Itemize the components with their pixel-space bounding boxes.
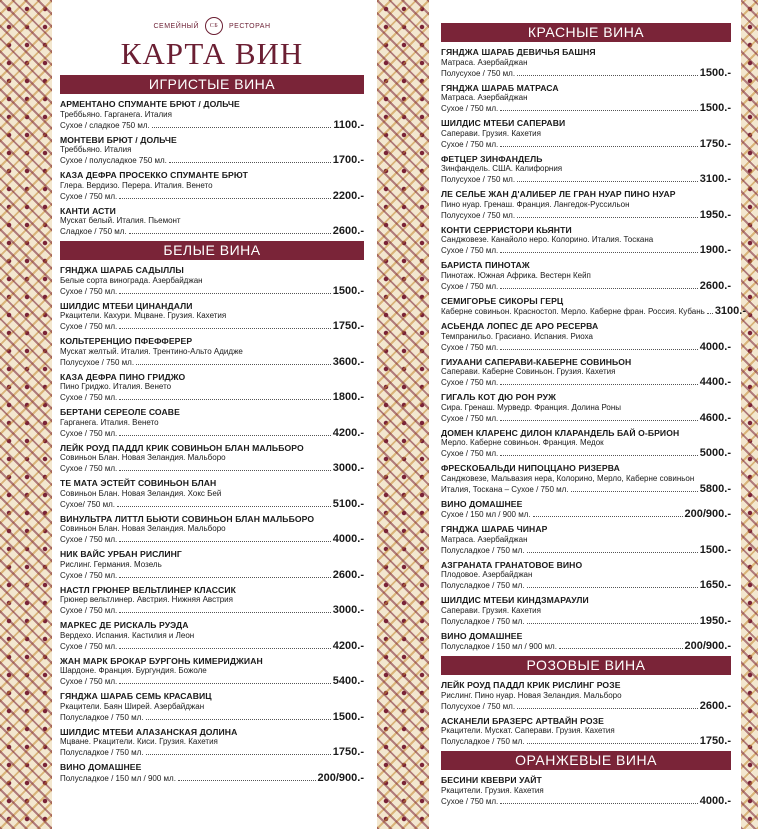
price-row — [60, 712, 364, 723]
wine-name: АСЬЕНДА ЛОПЕС ДЕ АРО РЕСЕРВА — [441, 321, 599, 331]
dotted-leader — [119, 198, 331, 199]
dotted-leader — [527, 587, 698, 588]
wine-name: ВИНО ДОМАШНЕЕ — [60, 762, 142, 772]
price-row — [441, 68, 731, 79]
wine-name: ГИГАЛЬ КОТ ДЮ РОН РУЖ — [441, 392, 556, 402]
price-row — [60, 155, 364, 166]
price-row — [441, 796, 731, 807]
wine-serving: Сухое/ 750 мл. — [60, 499, 115, 509]
wine-name: ГЯНДЖА ШАРАБ ДЕВИЧЬЯ БАШНЯ — [441, 47, 596, 57]
wine-name: АРМЕНТАНО СПУМАНТЕ БРЮТ / ДОЛЬЧЕ — [60, 99, 240, 109]
wine-price: 5800.- — [699, 482, 731, 495]
wine-description: Рислинг. Германия. Мозель — [60, 559, 162, 569]
price-row — [441, 484, 731, 495]
wine-name: НИК ВАЙС УРБАН РИСЛИНГ — [60, 549, 182, 559]
brand-row — [60, 0, 364, 35]
wine-name: ЛЕ СЕЛЬЕ ЖАН Д'АЛИБЕР ЛЕ ГРАН НУАР ПИНО НУАР — [441, 189, 676, 199]
wine-name: ЛЕЙК РОУД ПАДДЛ КРИК СОВИНЬОН БЛАН МАЛЬБОРО — [60, 442, 304, 453]
price-row — [441, 509, 731, 520]
wine-serving: Полусладкое / 750 мл. — [60, 712, 144, 722]
wine-item — [441, 716, 731, 748]
wine-serving: Сухое / 750 мл. — [441, 104, 499, 113]
wine-price: 1900.- — [699, 244, 731, 256]
wine-name: ТЕ МАТА ЭСТЕЙТ СОВИНЬОН БЛАН — [60, 478, 217, 488]
price-row — [60, 773, 364, 784]
wine-name: ВИНО ДОМАШНЕЕ — [441, 630, 523, 641]
wine-price: 1100.- — [333, 118, 364, 131]
wine-description: Ркацители. Баян Ширей. Азербайджан — [60, 701, 205, 711]
price-row — [441, 139, 731, 150]
wine-price: 3100.- — [699, 173, 731, 185]
wine-item — [441, 260, 731, 292]
wine-description: Треббьяно. Гарганега. Италия — [60, 109, 172, 119]
wine-item — [60, 206, 364, 238]
wine-serving: Сухое / 750 мл. — [441, 139, 499, 149]
price-row — [60, 392, 364, 403]
wine-price: 5100.- — [332, 497, 364, 510]
wine-serving: Сухое / 750 мл. — [60, 677, 118, 686]
dotted-leader — [559, 648, 683, 649]
wine-name: КОЛЬТЕРЕНЦИО ПФЕФФЕРЕР — [60, 336, 193, 346]
price-row — [441, 413, 731, 424]
dotted-leader — [119, 293, 331, 294]
wine-name: ШИЛДИС МТЕБИ АЛАЗАНСКАЯ ДОЛИНА — [60, 726, 238, 737]
dotted-leader — [527, 552, 698, 553]
wine-serving: Сухое / 750 мл. — [441, 413, 499, 423]
wine-serving: Полусладкое / 150 мл / 900 мл. — [60, 773, 176, 783]
menu-column-right — [441, 0, 747, 811]
dotted-leader — [517, 181, 698, 182]
wine-price: 4000.- — [699, 794, 731, 807]
wine-item — [60, 336, 364, 368]
wine-serving: Сухое / 750 мл. — [60, 191, 118, 201]
wine-item — [441, 321, 731, 353]
wine-serving: Сухое / 750 мл. — [60, 570, 118, 580]
wine-serving: Полусладкое / 150 мл / 900 мл. — [441, 642, 557, 651]
wine-item — [441, 680, 731, 712]
wine-item — [60, 478, 364, 510]
dotted-leader — [571, 491, 698, 492]
wine-description: Санджовезе, Мальвазия нера, Колорино, Мерло, Каберне совиньон — [441, 473, 695, 483]
wine-serving: Полусухое / 750 мл. — [441, 68, 516, 78]
wine-serving: Сухое / 750 мл. — [60, 535, 118, 544]
price-row — [60, 226, 364, 237]
ornament-border-middle — [377, 0, 429, 829]
section-title: ОРАНЖЕВЫЕ ВИНА — [441, 751, 731, 770]
dotted-leader — [146, 719, 331, 720]
wine-name: КОНТИ СЕРРИСТОРИ КЬЯНТИ — [441, 224, 572, 235]
wine-item — [60, 656, 364, 688]
wine-description: Вердехо. Испания. Кастилия и Леон — [60, 630, 195, 640]
dotted-leader — [500, 146, 698, 147]
wine-serving: Сухое / 750 мл. — [441, 378, 499, 387]
dotted-leader — [500, 420, 698, 421]
wine-description: Санджовезе. Канайоло неро. Колорино. Италия. Тоскана — [441, 235, 654, 244]
wine-item — [441, 631, 731, 653]
wine-serving: Сухое / 150 мл / 900 мл. — [441, 510, 531, 519]
wine-name: ВИНУЛЬТРА ЛИТТЛ БЬЮТИ СОВИНЬОН БЛАН МАЛЬБОРО — [60, 513, 315, 524]
wine-serving: Сухое / 750 мл. — [441, 796, 499, 806]
dotted-leader — [500, 288, 698, 289]
wine-item — [60, 170, 364, 202]
wine-price: 1500.- — [332, 284, 364, 297]
dotted-leader — [146, 754, 331, 755]
price-row — [441, 305, 747, 317]
wine-price: 1500.- — [699, 543, 731, 556]
wine-name: АЗГРАНАТА ГРАНАТОВОЕ ВИНО — [441, 559, 583, 570]
wine-item — [441, 775, 731, 807]
dotted-leader — [119, 612, 331, 613]
wine-description: Сира. Гренаш. Мурведр. Франция. Долина Роны — [441, 402, 622, 412]
dotted-leader — [129, 233, 331, 234]
dotted-leader — [119, 470, 331, 471]
wine-description: Саперави. Грузия. Кахетия — [441, 128, 541, 138]
wine-name: МОНТЕВИ БРЮТ / ДОЛЬЧЕ — [60, 134, 177, 145]
wine-name: ЖАН МАРК БРОКАР БУРГОНЬ КИМЕРИДЖИАН — [60, 655, 263, 666]
wine-serving: Сухое / 750 мл. — [60, 393, 118, 402]
wine-description: Шардоне. Франция. Бургундия. Божоле — [60, 666, 207, 675]
wine-price: 1750.- — [699, 735, 731, 747]
wine-description: Ркацители. Мускат. Саперави. Грузия. Кахетия — [441, 726, 615, 735]
wine-item — [60, 585, 364, 617]
price-row — [60, 605, 364, 616]
wine-description: Совиньон Блан. Новая Зеландия. Мальборо — [60, 453, 226, 462]
wine-item — [441, 463, 731, 495]
wine-name: ГЯНДЖА ШАРАБ СЕМЬ КРАСАВИЦ — [60, 691, 212, 701]
wine-item — [60, 135, 364, 167]
dotted-leader — [500, 384, 698, 385]
wine-serving: Сухое / 750 мл. — [60, 428, 118, 438]
wine-price: 200/900.- — [684, 640, 731, 652]
price-row — [60, 499, 364, 510]
wine-item — [441, 189, 731, 221]
wine-price: 1800.- — [332, 391, 364, 403]
wine-description: Саперави. Грузия. Кахетия — [441, 605, 541, 615]
price-row — [441, 103, 731, 114]
wine-item — [60, 549, 364, 581]
wine-price: 2600.- — [332, 225, 364, 237]
price-row — [441, 701, 731, 712]
wine-item — [441, 118, 731, 150]
wine-item — [441, 225, 731, 257]
brand-right-text: РЕСТОРАН — [229, 22, 271, 30]
wine-item — [60, 443, 364, 475]
dotted-leader — [119, 648, 331, 649]
wine-price: 200/900.- — [684, 508, 731, 520]
dotted-leader — [119, 435, 331, 436]
menu-title: КАРТА ВИН — [120, 36, 304, 71]
wine-description: Ркацители. Кахури. Мцване. Грузия. Кахетия — [60, 311, 227, 320]
wine-name: НАСТЛ ГРЮНЕР ВЕЛЬТЛИНЕР КЛАССИК — [60, 584, 236, 595]
wine-price: 2600.- — [332, 568, 364, 581]
section-orange-wines — [441, 751, 731, 807]
wine-serving: Каберне совиньон. Красностоп. Мерло. Каберне фран. Россия. Кубань — [441, 307, 705, 316]
wine-price: 5400.- — [332, 675, 364, 687]
wine-price: 1500.- — [699, 66, 731, 79]
wine-name: ШИЛДИС МТЕБИ ЦИНАНДАЛИ — [60, 300, 193, 311]
dotted-leader — [119, 399, 331, 400]
wine-name: ФРЕСКОБАЛЬДИ НИПОЦЦАНО РИЗЕРВА — [441, 463, 620, 473]
wine-name: КАЗА ДЕФРА ПИНО ГРИДЖО — [60, 371, 186, 382]
wine-serving: Сухое / 750 мл. — [441, 342, 499, 352]
wine-item — [441, 428, 731, 460]
wine-name: ДОМЕН КЛАРЕНС ДИЛОН КЛАРАНДЕЛЬ БАЙ О-БРИОН — [441, 427, 680, 438]
wine-name: БЕРТАНИ СЕРЕОЛЕ СОАВЕ — [60, 407, 180, 417]
wine-serving: Сухое / 750 мл. — [60, 464, 118, 473]
wine-serving: Сухое / 750 мл. — [441, 281, 499, 291]
wine-description: Матраса. Азербайджан — [441, 534, 528, 544]
wine-serving: Сухое / 750 мл. — [60, 322, 118, 331]
wine-name: ФЕТЦЕР ЗИНФАНДЕЛЬ — [441, 153, 543, 164]
price-row — [441, 641, 731, 652]
price-row — [441, 342, 731, 353]
wine-description: Матраса. Азербайджан — [441, 93, 528, 102]
wine-description: Гарганега. Италия. Венето — [60, 417, 159, 427]
wine-price: 2600.- — [699, 699, 731, 712]
price-row — [441, 616, 731, 627]
price-row — [60, 191, 364, 202]
price-row — [60, 463, 364, 474]
wine-item — [441, 595, 731, 627]
dotted-leader — [119, 683, 331, 684]
price-row — [60, 534, 364, 545]
dotted-leader — [500, 455, 698, 456]
dotted-leader — [152, 127, 332, 128]
wine-serving: Сладкое / 750 мл. — [60, 227, 127, 236]
wine-serving: Полусухое / 750 мл. — [441, 175, 516, 184]
dotted-leader — [169, 162, 331, 163]
wine-name: АСКАНЕЛИ БРАЗЕРС АРТВАЙН РОЗЕ — [441, 715, 604, 726]
wine-item — [60, 762, 364, 784]
price-row — [60, 570, 364, 581]
wine-name: ШИЛДИС МТЕБИ КИНДЗМАРАУЛИ — [441, 595, 589, 605]
wine-name: МАРКЕС ДЕ РИСКАЛЬ РУЭДА — [60, 620, 189, 630]
wine-name: ГЯНДЖА ШАРАБ САДЫЛЛЫ — [60, 265, 184, 275]
wine-serving: Сухое / 750 мл. — [60, 606, 118, 615]
wine-description: Мцване. Ркацители. Киси. Грузия. Кахетия — [60, 737, 218, 746]
ornament-border-left — [0, 0, 52, 829]
section-title: РОЗОВЫЕ ВИНА — [441, 656, 731, 675]
restaurant-logo-icon: СБ — [205, 17, 223, 35]
wine-price: 2600.- — [699, 279, 731, 292]
wine-item — [60, 372, 364, 404]
wine-name: ЛЕЙК РОУД ПАДДЛ КРИК РИСЛИНГ РОЗЕ — [441, 680, 621, 690]
wine-serving: Сухое / 750 мл. — [441, 449, 499, 458]
wine-serving: Полусладкое / 750 мл. — [441, 581, 525, 590]
wine-price: 1500.- — [332, 710, 364, 723]
price-row — [441, 245, 731, 256]
section-title: ИГРИСТЫЕ ВИНА — [60, 75, 364, 94]
price-row — [60, 747, 364, 758]
wine-serving: Полусладкое / 750 мл. — [441, 545, 525, 555]
wine-serving: Полусладкое / 750 мл. — [60, 748, 144, 757]
section-title: БЕЛЫЕ ВИНА — [60, 241, 364, 260]
wine-item — [441, 560, 731, 592]
section-red-wines — [441, 23, 747, 652]
price-row — [441, 545, 731, 556]
wine-description: Саперави. Каберне Совиньон. Грузия. Кахетия — [441, 367, 616, 376]
wine-item — [60, 514, 364, 546]
wine-price: 1700.- — [332, 154, 364, 166]
price-row — [441, 580, 731, 591]
wine-description: Пино Гриджо. Италия. Венето — [60, 382, 172, 391]
dotted-leader — [117, 506, 331, 507]
section-title: КРАСНЫЕ ВИНА — [441, 23, 731, 42]
wine-price: 1950.- — [699, 208, 731, 221]
wine-description: Пино нуар. Гренаш. Франция. Лангедок-Руссильон — [441, 199, 630, 209]
wine-description: Грюнер вельтлинер. Австрия. Нижняя Австрия — [60, 595, 233, 604]
wine-price: 200/900.- — [317, 771, 364, 784]
wine-item — [441, 83, 731, 115]
price-row — [60, 428, 364, 439]
wine-serving: Италия, Тоскана – Сухое / 750 мл. — [441, 484, 569, 494]
wine-item — [441, 499, 731, 521]
wine-description: Пинотаж. Южная Африка. Вестерн Кейп — [441, 270, 591, 280]
wine-name: КАНТИ АСТИ — [60, 205, 116, 216]
dotted-leader — [517, 75, 698, 76]
dotted-leader — [500, 252, 698, 253]
wine-description: Плодовое. Азербайджан — [441, 570, 533, 579]
dotted-leader — [500, 110, 698, 111]
price-row — [441, 281, 731, 292]
wine-item — [441, 295, 747, 318]
dotted-leader — [500, 349, 698, 350]
wine-price: 3000.- — [332, 462, 364, 474]
dotted-leader — [517, 708, 698, 709]
dotted-leader — [517, 217, 698, 218]
wine-name: КАЗА ДЕФРА ПРОСЕККО СПУМАНТЕ БРЮТ — [60, 170, 248, 180]
wine-serving: Сухое / 750 мл. — [60, 641, 118, 651]
price-row — [60, 120, 364, 131]
wine-item — [441, 392, 731, 424]
wine-description: Темпранильо. Грасиано. Испания. Риоха — [441, 331, 593, 341]
dotted-leader — [527, 623, 698, 624]
wine-price: 4200.- — [332, 639, 364, 652]
wine-description: Ркацители. Грузия. Кахетия — [441, 785, 544, 795]
wine-serving: Полусладкое / 750 мл. — [441, 737, 525, 746]
section-white-wines — [60, 241, 364, 784]
price-row — [60, 321, 364, 332]
wine-price: 1650.- — [699, 579, 731, 591]
wine-description: Белые сорта винограда. Азербайджан — [60, 275, 203, 285]
dotted-leader — [119, 328, 331, 329]
wine-serving: Сухое / 750 мл. — [441, 246, 499, 255]
price-row — [60, 357, 364, 368]
dotted-leader — [527, 743, 698, 744]
wine-name: ШИЛДИС МТЕБИ САПЕРАВИ — [441, 118, 566, 128]
wine-description: Глера. Вердизо. Перера. Италия. Венето — [60, 180, 213, 190]
wine-item — [60, 265, 364, 297]
wine-description: Рислинг. Пино нуар. Новая Зеландия. Мальборо — [441, 690, 622, 700]
ornament-border-right — [741, 0, 758, 829]
wine-price: 1500.- — [699, 102, 731, 114]
wine-price: 4000.- — [699, 340, 731, 353]
dotted-leader — [119, 577, 331, 578]
dotted-leader — [500, 803, 698, 804]
wine-name: ГЯНДЖА ШАРАБ ЧИНАР — [441, 524, 548, 534]
wine-description: Мускат желтый. Италия. Трентино-Альто Адидже — [60, 346, 243, 356]
price-row — [441, 448, 731, 459]
wine-description: Треббьяно. Италия — [60, 145, 132, 154]
wine-item — [60, 691, 364, 723]
wine-name: ВИНО ДОМАШНЕЕ — [441, 498, 523, 509]
wine-item — [60, 301, 364, 333]
wine-price: 1750.- — [332, 320, 364, 332]
wine-name: БАРИСТА ПИНОТАЖ — [441, 260, 530, 270]
dotted-leader — [178, 780, 316, 781]
price-row — [441, 174, 731, 185]
wine-serving: Сухое / сладкое 750 мл. — [60, 120, 150, 130]
dotted-leader — [533, 516, 683, 517]
brand-left-text: СЕМЕЙНЫЙ — [153, 22, 200, 30]
wine-price: 4200.- — [332, 426, 364, 439]
menu-header — [60, 0, 364, 72]
wine-item — [60, 727, 364, 759]
wine-description: Мускат белый. Италия. Пьемонт — [60, 216, 181, 225]
wine-serving: Полусухое / 750 мл. — [441, 210, 516, 220]
wine-name: ГЯНДЖА ШАРАБ МАТРАСА — [441, 82, 559, 93]
section-rose-wines — [441, 656, 731, 747]
price-row — [60, 641, 364, 652]
wine-price: 1950.- — [699, 614, 731, 627]
wine-price: 5000.- — [699, 447, 731, 459]
wine-description: Зинфандель. США. Калифорния — [441, 164, 563, 173]
wine-serving: Полусладкое / 750 мл. — [441, 616, 525, 626]
price-row — [441, 736, 731, 747]
price-row — [441, 210, 731, 221]
wine-item — [441, 524, 731, 556]
wine-item — [60, 620, 364, 652]
wine-item — [441, 357, 731, 389]
wine-name: ГИУААНИ САПЕРАВИ-КАБЕРНЕ СОВИНЬОН — [441, 356, 632, 367]
wine-name: БЕСИНИ КВЕВРИ УАЙТ — [441, 775, 542, 785]
dotted-leader — [707, 313, 713, 314]
wine-price: 4000.- — [332, 533, 364, 545]
wine-price: 4400.- — [699, 376, 731, 388]
wine-price: 3600.- — [332, 355, 364, 368]
dotted-leader — [119, 541, 331, 542]
wine-description: Мерло. Каберне совиньон. Франция. Медок — [441, 438, 604, 447]
wine-item — [441, 154, 731, 186]
dotted-leader — [136, 364, 331, 365]
wine-serving: Сухое / 750 мл. — [60, 286, 118, 296]
wine-price: 3100.- — [714, 305, 747, 317]
price-row — [60, 286, 364, 297]
wine-name: СЕМИГОРЬЕ СИКОРЫ ГЕРЦ — [441, 295, 564, 306]
wine-price: 1750.- — [699, 137, 731, 150]
wine-item — [441, 47, 731, 79]
wine-item — [60, 99, 364, 131]
wine-serving: Полусухое / 750 мл. — [441, 701, 516, 711]
price-row — [441, 377, 731, 388]
wine-serving: Полусухое / 750 мл. — [60, 357, 135, 367]
wine-price: 4600.- — [699, 411, 731, 424]
wine-description: Совиньон Блан. Новая Зеландия. Хокс Бей — [60, 488, 222, 498]
wine-description: Совиньон Блан. Новая Зеландия. Мальборо — [60, 524, 226, 533]
wine-price: 3000.- — [332, 604, 364, 616]
wine-description: Матраса. Азербайджан — [441, 57, 528, 67]
wine-price: 1750.- — [332, 746, 364, 758]
wine-price: 2200.- — [332, 189, 364, 202]
price-row — [60, 676, 364, 687]
wine-item — [60, 407, 364, 439]
menu-column-left — [60, 0, 364, 788]
section-sparkling-wines — [60, 75, 364, 237]
wine-serving: Сухое / полусладкое 750 мл. — [60, 156, 167, 165]
